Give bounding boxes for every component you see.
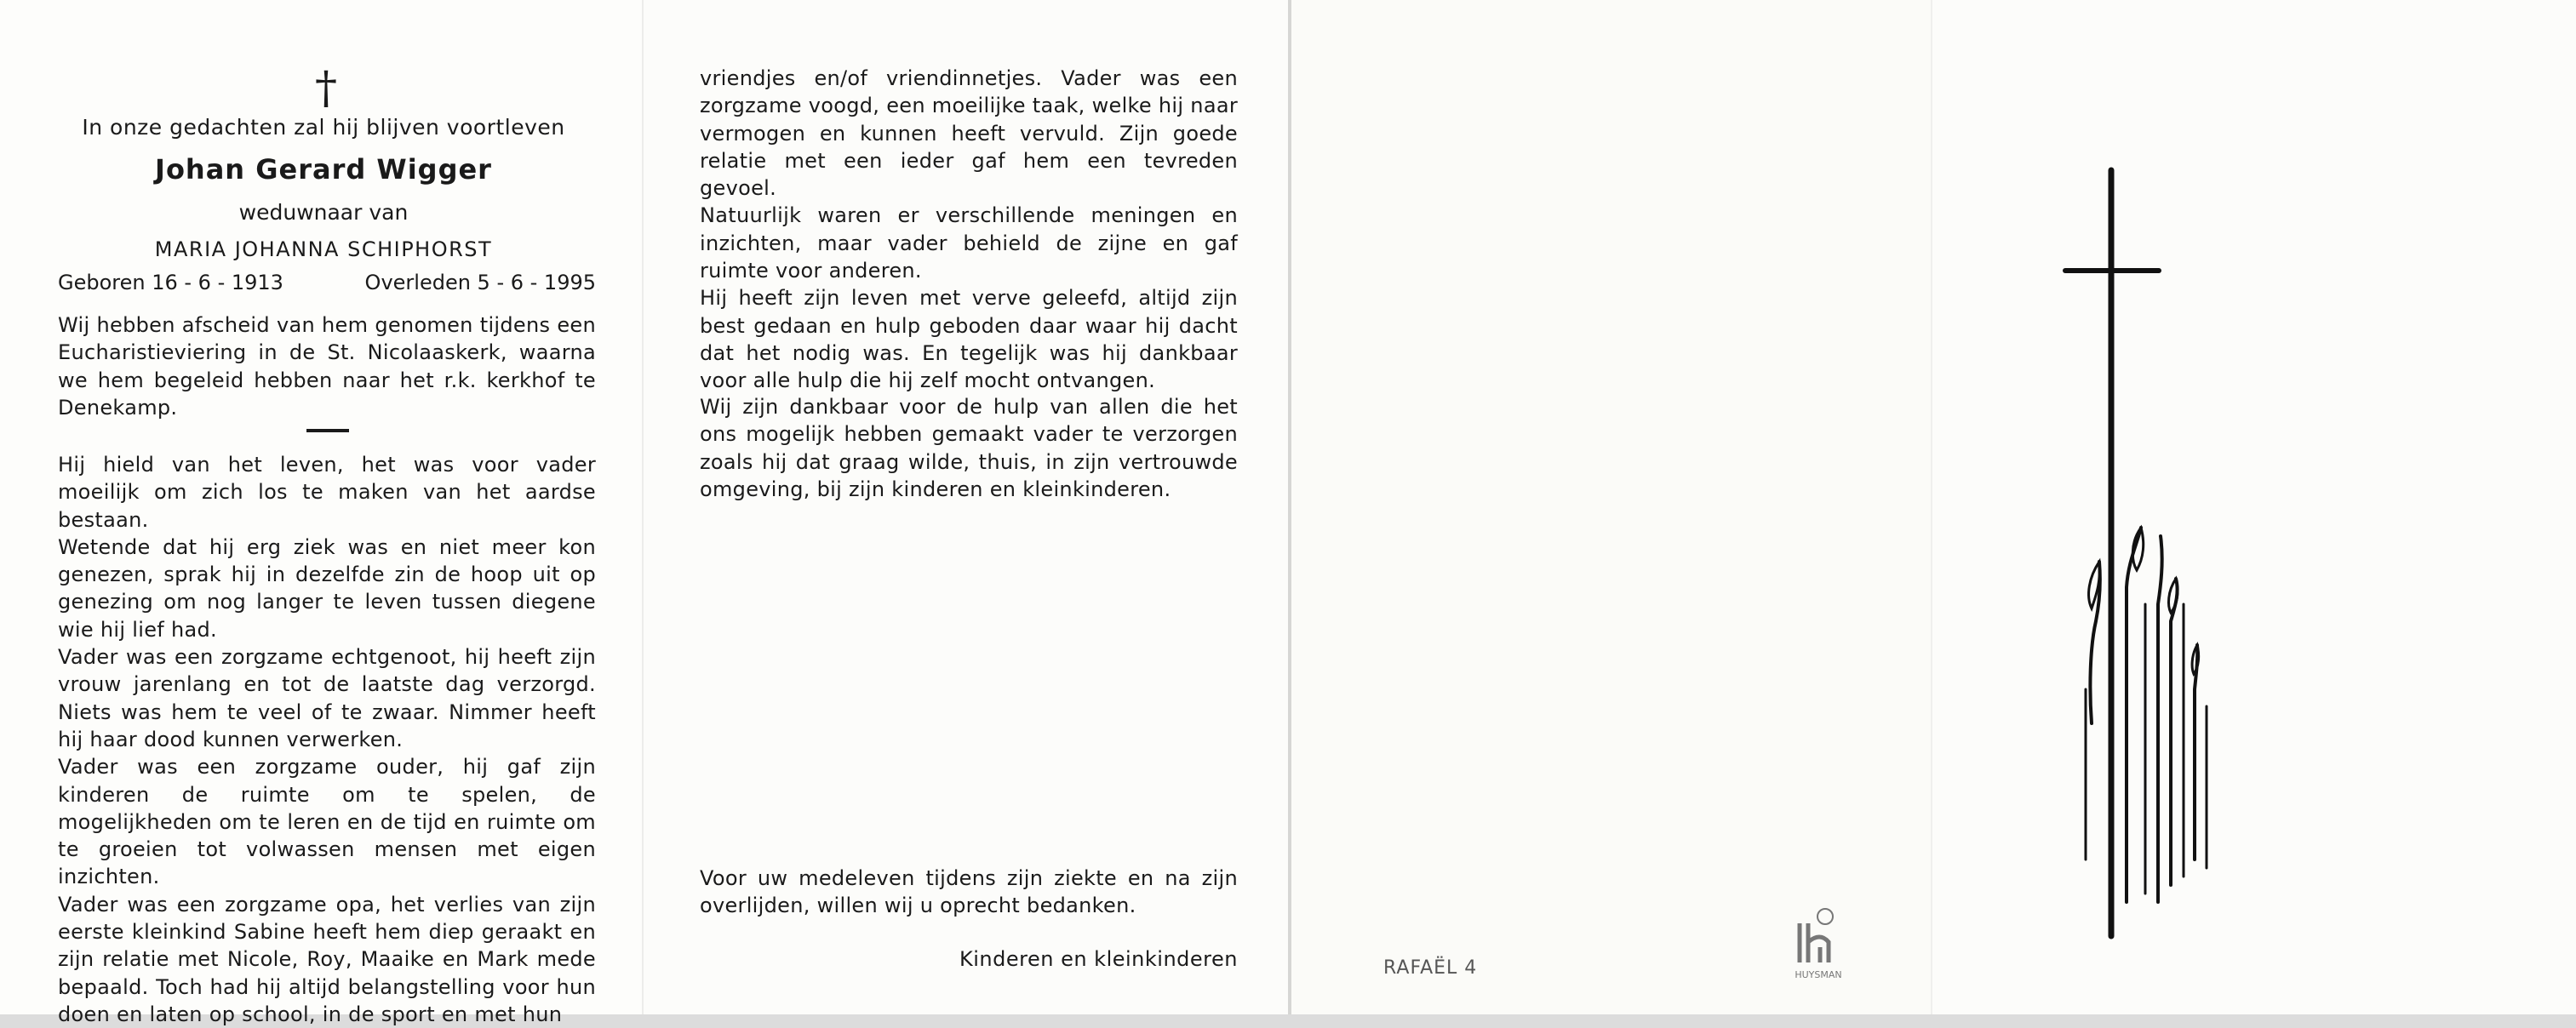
intro-line: In onze gedachten zal hij blijven voortleven [82, 115, 565, 140]
back-panel [1290, 0, 1932, 1014]
birth-date: Geboren 16 - 6 - 1913 [58, 271, 283, 294]
fold-line [642, 0, 644, 1014]
funeral-paragraph [58, 311, 596, 421]
paragraph: Natuurlijk waren er verschillende meningen en inzichten, maar vader behield de zijne en gaf ruimte voor anderen. [700, 203, 1238, 283]
cross-with-candles-icon [2052, 162, 2239, 945]
spouse-name: MARIA JOHANNA SCHIPHORST [154, 237, 493, 261]
paragraph: Wij zijn dankbaar voor de hulp van allen die het ons mogelijk hebben gemaakt vader te verzorgen zoals hij dat graag wilde, thuis, in zijn vertrouwde omgeving, bij zijn kinderen en kleinkinderen. [700, 395, 1238, 501]
life-story-continued [700, 65, 1238, 395]
front-cover-panel [1932, 0, 2576, 1014]
widower-label: weduwnaar van [238, 200, 409, 225]
design-code: RAFAËL 4 [1383, 957, 1478, 979]
publisher-logo-text: HUYSMAN [1795, 969, 1842, 980]
paragraph: Hij heeft zijn leven met verve geleefd, altijd zijn best gedaan en hulp geboden daar waar hij dacht dat het nodig was. En tegelijk was hij dankbaar voor alle hulp die hij zelf mocht ontvangen. [700, 286, 1238, 393]
card-separator [1288, 0, 1291, 1014]
paragraph: Vader was een zorgzame echtgenoot, hij heeft zijn vrouw jarenlang en tot de laatste dag verzorgd. Niets was hem te veel of te zwaar. Nimmer heeft hij haar dood kunnen verwerken. [58, 645, 596, 751]
funeral-text: Wij hebben afscheid van hem genomen tijdens een Eucharistieviering in de St. Nicolaaskerk, waarna we hem begeleid hebben naar het r.k. kerkhof te Denekamp. [58, 313, 596, 420]
paragraph: Voor uw medeleven tijdens zijn ziekte en na zijn overlijden, willen wij u oprecht bedanken. [700, 866, 1238, 918]
paragraph: Wetende dat hij erg ziek was en niet meer kon genezen, sprak hij in dezelfde zin de hoop uit op genezing om nog langer te leven tussen diegene wie hij lief had. [58, 534, 596, 642]
divider [306, 429, 349, 432]
paragraph: Hij hield van het leven, het was voor vader moeilijk om zich los te maken van het aardse bestaan. [58, 453, 596, 532]
paragraph: Vader was een zorgzame opa, het verlies van zijn eerste kleinkind Sabine heeft hem diep geraakt en zijn relatie met Nicole, Roy, Maaike en Mark mede bepaald. Toch had hij altijd belangstelling voor hun doen en laten op school, in de sport en met hun [58, 892, 596, 1026]
deceased-name: Johan Gerard Wigger [155, 153, 492, 186]
cross-icon: † [315, 63, 337, 114]
publisher-logo-icon [1788, 906, 1849, 983]
death-date: Overleden 5 - 6 - 1995 [364, 271, 596, 294]
paragraph: vriendjes en/of vriendinnetjes. Vader was een zorgzame voogd, een moeilijke taak, welke hij naar vermogen en kunnen heeft vervuld. Zijn goede relatie met een ieder gaf hem een tevreden gevoel. [700, 66, 1238, 201]
life-story [58, 451, 596, 1028]
paragraph: Vader was een zorgzame ouder, hij gaf zijn kinderen de ruimte om te spelen, de mogelijkheden om te leren en de tijd en ruimte om te groeien tot volwassen mensen met eigen inzichten. [58, 755, 596, 889]
fold-line [1931, 0, 1932, 1014]
closing-paragraph [700, 865, 1238, 920]
signature: Kinderen en kleinkinderen [959, 947, 1238, 971]
thanks-paragraph [700, 393, 1238, 503]
